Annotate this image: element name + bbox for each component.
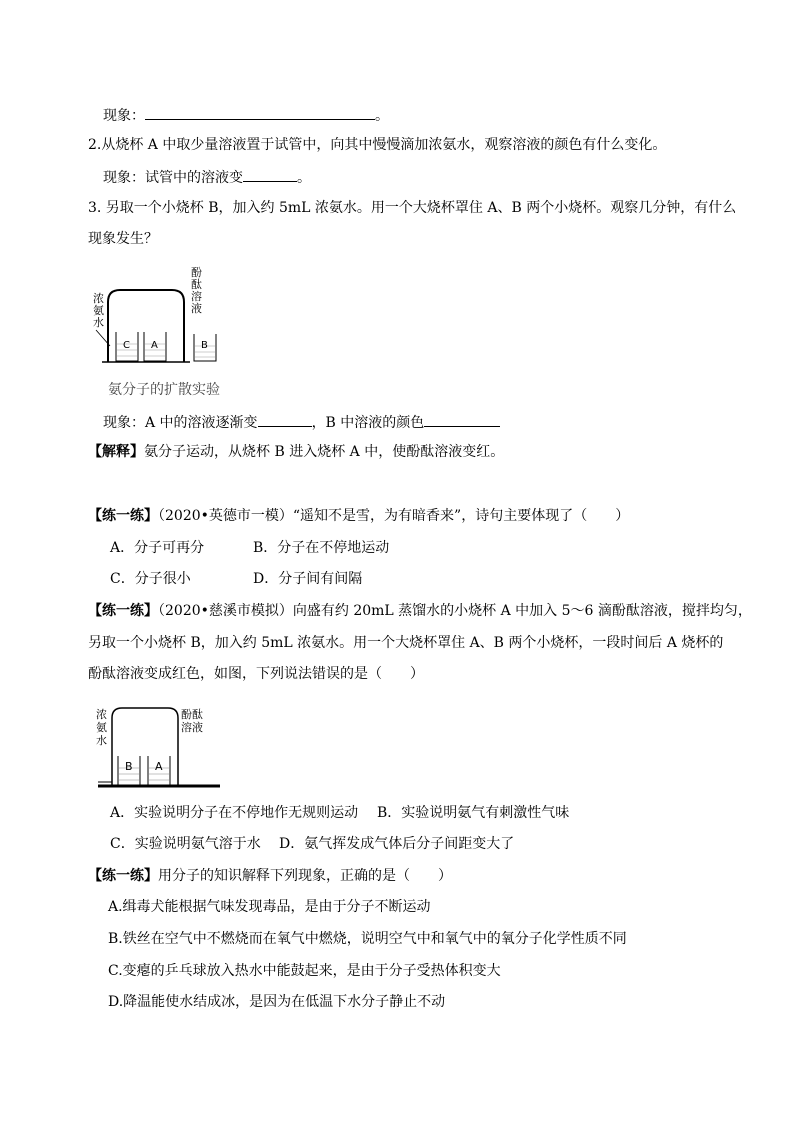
practice-1-option-b[interactable]: B．分子在不停地运动: [253, 540, 390, 556]
fig1-beaker-label-b: B: [201, 340, 208, 351]
fig1-beaker-label-a: A: [151, 340, 158, 351]
explanation: 【解释】氨分子运动，从烧杯 B 进入烧杯 A 中，使酚酞溶液变红。: [88, 444, 505, 460]
practice-2-option-c[interactable]: C．实验说明氨气溶于水: [110, 836, 261, 852]
fig2-beaker-label-b: B: [125, 760, 133, 773]
practice-2-question-line1: 【练一练】（2020•慈溪市模拟）向盛有约 20mL 蒸馏水的小烧杯 A 中加入 5～6 滴酚酞溶液，搅拌均匀，: [88, 603, 752, 619]
practice-2-option-d[interactable]: D．氨气挥发成气体后分子间距变大了: [279, 836, 515, 852]
fig1-left-label-2: 氨: [93, 304, 104, 317]
fig1-caption: 氨分子的扩散实验: [108, 382, 220, 398]
fig1-left-label-3: 水: [93, 316, 104, 329]
question-3-line1: 3. 另取一个小烧杯 B，加入约 5mL 浓氨水。用一个大烧杯罩住 A、B 两个小烧杯。观察几分钟，有什么: [88, 200, 737, 216]
fig2-right-label-2: 溶液: [181, 721, 203, 734]
fig2-left-label-3: 水: [96, 734, 107, 747]
question-2: 2.从烧杯 A 中取少量溶液置于试管中，向其中慢慢滴加浓氨水，观察溶液的颜色有什么变化。: [88, 137, 667, 153]
answer-blank[interactable]: [424, 411, 500, 427]
fig1-right-label-1: 酚: [191, 266, 202, 279]
practice-2-question-line2: 另取一个小烧杯 B，加入约 5mL 浓氨水。用一个大烧杯罩住 A、B 两个小烧杯，一段时间后 A 烧杯的: [88, 635, 724, 651]
practice-1-option-a[interactable]: A．分子可再分: [110, 540, 205, 556]
practice-3-option-c[interactable]: C.变瘪的乒乓球放入热水中能鼓起来，是由于分子受热体积变大: [108, 963, 501, 979]
practice-3-option-b[interactable]: B.铁丝在空气中不燃烧而在氧气中燃烧，说明空气中和氧气中的氧分子化学性质不同: [108, 931, 627, 947]
fig1-beaker-label-c: C: [123, 340, 130, 351]
fig2-left-label-2: 氨: [96, 721, 107, 734]
practice-1-option-c[interactable]: C．分子很小: [110, 571, 191, 587]
answer-blank[interactable]: [145, 104, 375, 120]
practice-3-question: 【练一练】用分子的知识解释下列现象，正确的是（ ）: [88, 868, 452, 884]
practice-1-option-d[interactable]: D．分子间有间隔: [253, 571, 363, 587]
practice-2-question-line3: 酚酞溶液变成红色，如图，下列说法错误的是（ ）: [88, 666, 424, 682]
observation-2: 现象：试管中的溶液变 。: [103, 166, 311, 188]
ammonia-diffusion-figure-2: [94, 702, 224, 792]
fig2-beaker-label-a: A: [155, 760, 163, 773]
answer-blank[interactable]: [243, 166, 297, 182]
fig1-left-label-1: 浓: [93, 292, 104, 305]
practice-2-option-b[interactable]: B．实验说明氨气有刺激性气味: [377, 805, 570, 821]
question-3-line2: 现象发生？: [88, 231, 158, 247]
practice-3-option-d[interactable]: D.降温能使水结成冰，是因为在低温下水分子静止不动: [108, 994, 446, 1010]
fig2-left-label-1: 浓: [96, 708, 107, 721]
observation-3: 现象：A 中的溶液逐渐变 ，B 中溶液的颜色: [103, 411, 500, 433]
practice-2-option-a[interactable]: A．实验说明分子在不停地作无规则运动: [110, 805, 359, 821]
practice-3-option-a[interactable]: A.缉毒犬能根据气味发现毒品，是由于分子不断运动: [108, 899, 431, 915]
observation-1: 现象： 。: [103, 104, 389, 126]
fig2-right-label-1: 酚酞: [181, 708, 203, 721]
fig1-right-label-3: 溶: [191, 290, 202, 303]
fig1-right-label-4: 液: [191, 302, 202, 315]
fig1-right-label-2: 酞: [191, 278, 202, 291]
ammonia-diffusion-figure-1: [88, 262, 238, 402]
answer-blank[interactable]: [258, 411, 312, 427]
practice-1-question: 【练一练】（2020•英德市一模）“遥知不是雪，为有暗香来”，诗句主要体现了（ ）: [88, 508, 630, 524]
